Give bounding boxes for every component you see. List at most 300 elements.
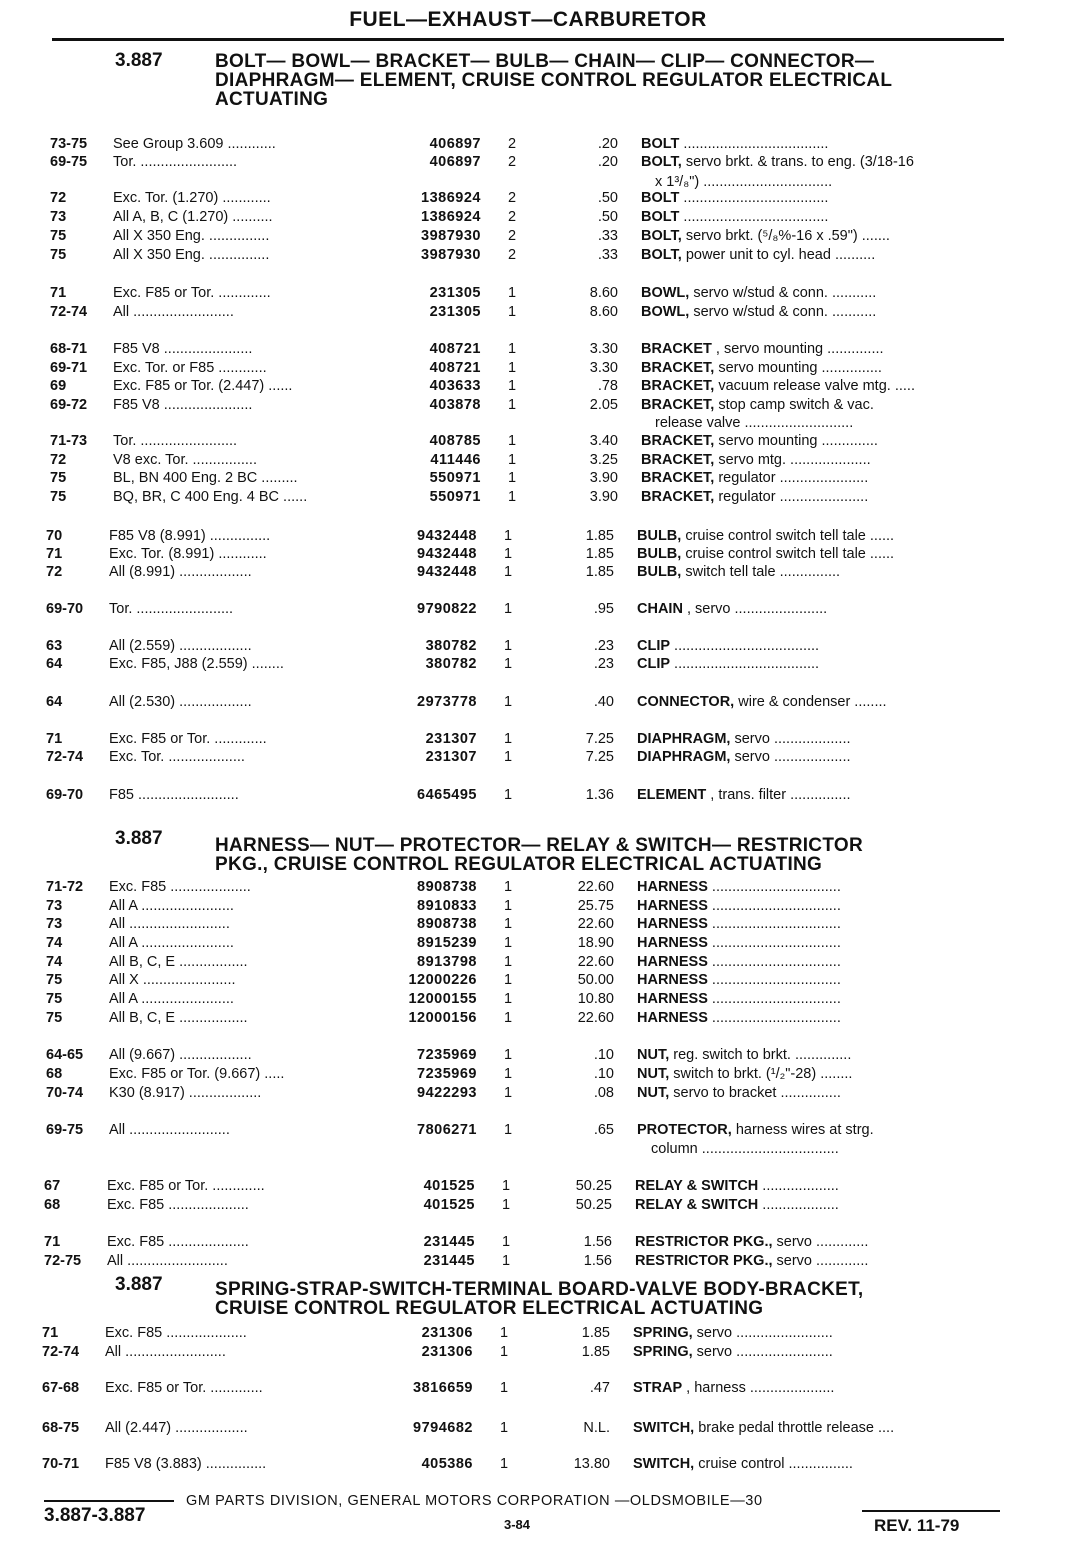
application-cell: All X 350 Eng. ............... xyxy=(113,228,270,244)
table-row xyxy=(0,470,1092,490)
application-cell: BL, BN 400 Eng. 2 BC ......... xyxy=(113,470,298,486)
part-name-cell xyxy=(641,285,1001,301)
table-row xyxy=(0,749,1088,769)
table-row xyxy=(0,433,1092,453)
part-name-cell xyxy=(655,415,1000,431)
part-number-cell: 9790822 xyxy=(417,601,477,617)
year-cell: 71 xyxy=(44,1234,61,1250)
price-cell: 50.25 xyxy=(575,1197,612,1213)
price-cell: 1.85 xyxy=(581,1344,610,1360)
table-row xyxy=(0,341,1092,361)
table-row xyxy=(0,731,1088,751)
part-detail: servo ................... xyxy=(730,749,851,765)
part-name-cell xyxy=(641,154,1001,170)
part-name-cell xyxy=(635,1234,995,1250)
part-name: BULB, xyxy=(637,546,682,562)
part-detail: servo brkt. & trans. to eng. (3/18-16 xyxy=(681,154,914,170)
year-cell: 68 xyxy=(44,1197,61,1213)
quantity-cell: 1 xyxy=(507,378,517,394)
price-cell: 1.56 xyxy=(583,1234,612,1250)
price-cell: 1.85 xyxy=(585,546,614,562)
part-number-cell: 231307 xyxy=(425,731,477,747)
table-row xyxy=(0,879,1088,899)
application-cell: See Group 3.609 ............ xyxy=(113,136,276,152)
part-name-cell xyxy=(641,190,1001,206)
application-cell: V8 exc. Tor. ................ xyxy=(113,452,257,468)
application-cell: All (8.991) .................. xyxy=(109,564,252,580)
year-cell: 71-72 xyxy=(46,879,84,895)
quantity-cell: 1 xyxy=(499,1344,509,1360)
year-cell: 75 xyxy=(46,991,63,1007)
part-number-cell: 231306 xyxy=(421,1344,473,1360)
part-number-cell: 3816659 xyxy=(413,1380,473,1396)
table-row xyxy=(0,528,1088,548)
part-detail: ................................ xyxy=(707,879,841,895)
part-number-cell: 231445 xyxy=(423,1253,475,1269)
year-cell: 73-75 xyxy=(50,136,88,152)
table-row xyxy=(0,1344,1084,1364)
year-cell: 64 xyxy=(46,694,63,710)
part-number-cell: 9432448 xyxy=(417,528,477,544)
quantity-cell: 1 xyxy=(499,1380,509,1396)
price-cell: 8.60 xyxy=(589,304,618,320)
year-cell: 73 xyxy=(50,209,67,225)
part-number-cell: 7806271 xyxy=(417,1122,477,1138)
table-row xyxy=(0,190,1092,210)
table-row xyxy=(0,916,1088,936)
part-name: BOLT, xyxy=(641,247,682,263)
quantity-cell: 1 xyxy=(503,694,513,710)
table-row xyxy=(0,1122,1088,1142)
part-name-cell xyxy=(641,341,1001,357)
part-detail: switch tell tale ............... xyxy=(681,564,841,580)
application-cell: All A ....................... xyxy=(109,898,234,914)
quantity-cell: 1 xyxy=(501,1253,511,1269)
part-number-cell: 405386 xyxy=(421,1456,473,1472)
table-row xyxy=(0,1178,1086,1198)
quantity-cell: 1 xyxy=(501,1178,511,1194)
application-cell: All B, C, E ................. xyxy=(109,954,248,970)
quantity-cell: 1 xyxy=(503,1010,513,1026)
quantity-cell: 1 xyxy=(503,1047,513,1063)
application-cell: F85 V8 (8.991) ............... xyxy=(109,528,271,544)
part-name-cell xyxy=(637,991,997,1007)
table-row xyxy=(0,694,1088,714)
part-name: STRAP xyxy=(633,1380,683,1396)
part-number-cell: 1386924 xyxy=(421,209,481,225)
part-number-cell: 231445 xyxy=(423,1234,475,1250)
table-row xyxy=(0,360,1092,380)
footer-revision: REV. 11-79 xyxy=(874,1516,960,1535)
part-name: HARNESS xyxy=(637,972,708,988)
price-cell: 7.25 xyxy=(585,749,614,765)
part-name: DIAPHRAGM, xyxy=(637,731,731,747)
part-name: RELAY & SWITCH xyxy=(635,1197,759,1213)
part-name: SWITCH, xyxy=(633,1456,695,1472)
table-row xyxy=(0,898,1088,918)
table-row xyxy=(0,1456,1084,1476)
price-cell: 50.25 xyxy=(575,1178,612,1194)
application-cell: F85 ......................... xyxy=(109,787,239,803)
part-name: CHAIN xyxy=(637,601,683,617)
year-cell: 74 xyxy=(46,935,63,951)
part-name: NUT, xyxy=(637,1085,670,1101)
part-name-cell xyxy=(651,1141,996,1157)
section-title-line: CRUISE CONTROL REGULATOR ELECTRICAL ACTUATING xyxy=(215,1298,764,1319)
table-row xyxy=(0,228,1092,248)
table-row xyxy=(0,638,1088,658)
table-row xyxy=(0,1085,1088,1105)
part-name-cell xyxy=(637,564,997,580)
part-detail: ................................ xyxy=(707,972,841,988)
table-row xyxy=(0,247,1092,267)
application-cell: All ......................... xyxy=(113,304,234,320)
quantity-cell: 2 xyxy=(507,228,517,244)
part-name-cell xyxy=(641,360,1001,376)
year-cell: 67-68 xyxy=(42,1380,80,1396)
part-name-cell xyxy=(637,879,997,895)
part-number-cell: 231306 xyxy=(421,1325,473,1341)
year-cell: 72 xyxy=(50,190,67,206)
quantity-cell: 1 xyxy=(501,1197,511,1213)
part-name-cell xyxy=(641,247,1001,263)
part-name-cell xyxy=(637,656,997,672)
part-number-cell: 8913798 xyxy=(417,954,477,970)
quantity-cell: 1 xyxy=(503,991,513,1007)
quantity-cell: 1 xyxy=(503,898,513,914)
price-cell: 3.30 xyxy=(589,341,618,357)
part-name-cell xyxy=(641,397,1001,413)
part-detail: servo mounting .............. xyxy=(714,433,878,449)
application-cell: All (2.447) .................. xyxy=(105,1420,248,1436)
application-cell: Tor. ........................ xyxy=(113,154,238,170)
quantity-cell: 1 xyxy=(503,879,513,895)
section-number: 3.887 xyxy=(115,50,163,71)
table-row xyxy=(0,285,1092,305)
part-name: BOWL, xyxy=(641,304,690,320)
year-cell: 69 xyxy=(50,378,67,394)
part-number-cell: 406897 xyxy=(429,136,481,152)
application-cell: Exc. F85 .................... xyxy=(107,1234,249,1250)
part-number-cell: 12000156 xyxy=(408,1010,477,1026)
price-cell: .33 xyxy=(597,228,618,244)
part-name-cell xyxy=(633,1344,993,1360)
section-title-line: DIAPHRAGM— ELEMENT, CRUISE CONTROL REGULATOR ELECTRICAL xyxy=(215,70,893,91)
price-cell: 13.80 xyxy=(573,1456,610,1472)
table-row xyxy=(0,1234,1086,1254)
part-detail: servo w/stud & conn. ........... xyxy=(689,304,877,320)
part-detail: power unit to cyl. head .......... xyxy=(681,247,876,263)
part-number-cell: 7235969 xyxy=(417,1047,477,1063)
quantity-cell: 1 xyxy=(507,470,517,486)
application-cell: All X ....................... xyxy=(109,972,236,988)
footer-publisher: GM PARTS DIVISION, GENERAL MOTORS CORPORATION —OLDSMOBILE—30 xyxy=(186,1493,763,1509)
price-cell: .23 xyxy=(593,638,614,654)
table-row xyxy=(0,656,1088,676)
part-number-cell: 550971 xyxy=(429,489,481,505)
table-row xyxy=(0,304,1092,324)
part-detail: servo ............. xyxy=(772,1234,869,1250)
application-cell: Tor. ........................ xyxy=(113,433,238,449)
quantity-cell: 1 xyxy=(503,546,513,562)
part-name-cell xyxy=(637,787,997,803)
table-row xyxy=(0,378,1092,398)
price-cell: 10.80 xyxy=(577,991,614,1007)
application-cell: Exc. F85 or Tor. ............. xyxy=(105,1380,263,1396)
part-name-cell xyxy=(641,489,1001,505)
part-name: HARNESS xyxy=(637,916,708,932)
part-detail: , servo ....................... xyxy=(682,601,828,617)
quantity-cell: 1 xyxy=(503,954,513,970)
application-cell: Exc. F85 or Tor. ............. xyxy=(107,1178,265,1194)
part-detail: .................................... xyxy=(679,136,829,152)
table-row xyxy=(0,1141,1088,1161)
year-cell: 75 xyxy=(50,489,67,505)
quantity-cell: 1 xyxy=(503,749,513,765)
part-detail: harness wires at strg. xyxy=(731,1122,874,1138)
part-name: PROTECTOR, xyxy=(637,1122,732,1138)
part-number-cell: 408785 xyxy=(429,433,481,449)
part-detail: ................... xyxy=(758,1197,839,1213)
application-cell: Exc. Tor. or F85 ............ xyxy=(113,360,267,376)
part-name-cell xyxy=(637,731,997,747)
part-detail: , servo mounting .............. xyxy=(711,341,884,357)
part-name: BRACKET, xyxy=(641,378,715,394)
part-name: NUT, xyxy=(637,1066,670,1082)
price-cell: .33 xyxy=(597,247,618,263)
quantity-cell: 1 xyxy=(503,1085,513,1101)
part-name-cell xyxy=(641,209,1001,225)
price-cell: 22.60 xyxy=(577,954,614,970)
part-name-cell xyxy=(637,1010,997,1026)
part-detail: .................................... xyxy=(670,656,820,672)
part-name: DIAPHRAGM, xyxy=(637,749,731,765)
quantity-cell: 1 xyxy=(503,564,513,580)
part-name: BRACKET, xyxy=(641,470,715,486)
application-cell: Exc. Tor. ................... xyxy=(109,749,245,765)
part-detail: , trans. filter ............... xyxy=(706,787,851,803)
part-name: SPRING, xyxy=(633,1344,693,1360)
application-cell: Exc. Tor. (8.991) ............ xyxy=(109,546,267,562)
part-name-cell xyxy=(641,378,1001,394)
year-cell: 64-65 xyxy=(46,1047,84,1063)
price-cell: 22.60 xyxy=(577,916,614,932)
year-cell: 75 xyxy=(46,1010,63,1026)
part-detail: .................................... xyxy=(679,209,829,225)
part-name-cell xyxy=(641,228,1001,244)
year-cell: 63 xyxy=(46,638,63,654)
part-number-cell: 8908738 xyxy=(417,879,477,895)
page-header: FUEL—EXHAUST—CARBURETOR xyxy=(349,8,707,31)
part-number-cell: 403878 xyxy=(429,397,481,413)
quantity-cell: 2 xyxy=(507,154,517,170)
application-cell: All A ....................... xyxy=(109,935,234,951)
part-detail: ................................ xyxy=(707,898,841,914)
part-name-cell xyxy=(641,452,1001,468)
section-title-line: HARNESS— NUT— PROTECTOR— RELAY & SWITCH— RESTRICTOR xyxy=(215,835,863,856)
part-detail: x 1³/₈") ................................ xyxy=(655,174,833,190)
quantity-cell: 1 xyxy=(499,1325,509,1341)
table-row xyxy=(0,1047,1088,1067)
part-number-cell: 8908738 xyxy=(417,916,477,932)
table-row xyxy=(0,489,1092,509)
part-number-cell: 7235969 xyxy=(417,1066,477,1082)
part-detail: ................... xyxy=(758,1178,839,1194)
year-cell: 72-74 xyxy=(46,749,84,765)
price-cell: 8.60 xyxy=(589,285,618,301)
header-rule xyxy=(52,38,1004,41)
year-cell: 69-72 xyxy=(50,397,88,413)
part-name: BOLT xyxy=(641,209,680,225)
table-row xyxy=(0,136,1092,156)
part-detail: regulator ...................... xyxy=(714,489,869,505)
table-row xyxy=(0,991,1088,1011)
quantity-cell: 2 xyxy=(507,247,517,263)
part-number-cell: 550971 xyxy=(429,470,481,486)
part-number-cell: 401525 xyxy=(423,1178,475,1194)
part-name-cell xyxy=(635,1178,995,1194)
price-cell: 22.60 xyxy=(577,879,614,895)
part-detail: ................................ xyxy=(707,991,841,1007)
price-cell: .20 xyxy=(597,154,618,170)
part-name-cell xyxy=(637,638,997,654)
part-number-cell: 408721 xyxy=(429,360,481,376)
part-detail: cruise control ................ xyxy=(694,1456,853,1472)
year-cell: 69-70 xyxy=(46,787,84,803)
part-name: CONNECTOR, xyxy=(637,694,735,710)
year-cell: 73 xyxy=(46,898,63,914)
part-name-cell xyxy=(641,136,1001,152)
table-row xyxy=(0,787,1088,807)
quantity-cell: 1 xyxy=(499,1456,509,1472)
part-name: HARNESS xyxy=(637,898,708,914)
part-name: BRACKET, xyxy=(641,452,715,468)
price-cell: 1.85 xyxy=(585,564,614,580)
price-cell: N.L. xyxy=(583,1420,610,1436)
part-name: BOLT xyxy=(641,190,680,206)
application-cell: Exc. F85 or Tor. (9.667) ..... xyxy=(109,1066,285,1082)
part-name-cell xyxy=(637,1047,997,1063)
part-detail: servo brkt. (⁵/₈%-16 x .59") ....... xyxy=(681,228,890,244)
part-name: BOLT, xyxy=(641,154,682,170)
part-name-cell xyxy=(641,304,1001,320)
footer-rule xyxy=(44,1500,174,1502)
quantity-cell: 1 xyxy=(507,397,517,413)
quantity-cell: 2 xyxy=(507,209,517,225)
part-number-cell: 3987930 xyxy=(421,247,481,263)
year-cell: 72 xyxy=(46,564,63,580)
part-detail: vacuum release valve mtg. ..... xyxy=(714,378,915,394)
part-detail: servo ............. xyxy=(772,1253,869,1269)
part-number-cell: 3987930 xyxy=(421,228,481,244)
part-name: HARNESS xyxy=(637,935,708,951)
price-cell: .47 xyxy=(589,1380,610,1396)
part-detail: servo mounting ............... xyxy=(714,360,882,376)
part-name-cell xyxy=(635,1197,995,1213)
application-cell: Exc. F85, J88 (2.559) ........ xyxy=(109,656,284,672)
quantity-cell: 1 xyxy=(503,1122,513,1138)
footer-section-code: 3.887-3.887 xyxy=(44,1505,146,1526)
part-name: HARNESS xyxy=(637,991,708,1007)
part-name: BOLT xyxy=(641,136,680,152)
price-cell: 2.05 xyxy=(589,397,618,413)
part-name-cell xyxy=(641,433,1001,449)
price-cell: 3.40 xyxy=(589,433,618,449)
part-detail: ................................ xyxy=(707,916,841,932)
price-cell: 3.90 xyxy=(589,470,618,486)
quantity-cell: 1 xyxy=(507,360,517,376)
application-cell: F85 V8 ...................... xyxy=(113,397,253,413)
application-cell: All ......................... xyxy=(105,1344,226,1360)
part-number-cell: 8910833 xyxy=(417,898,477,914)
part-name-cell xyxy=(637,1085,997,1101)
part-number-cell: 403633 xyxy=(429,378,481,394)
price-cell: 1.85 xyxy=(585,528,614,544)
price-cell: 50.00 xyxy=(577,972,614,988)
part-name: BRACKET, xyxy=(641,397,715,413)
table-row xyxy=(0,1010,1088,1030)
part-number-cell: 9422293 xyxy=(417,1085,477,1101)
quantity-cell: 1 xyxy=(503,935,513,951)
year-cell: 73 xyxy=(46,916,63,932)
part-name-cell xyxy=(637,546,997,562)
part-detail: stop camp switch & vac. xyxy=(714,397,874,413)
application-cell: All X 350 Eng. ............... xyxy=(113,247,270,263)
part-name: BULB, xyxy=(637,528,682,544)
year-cell: 75 xyxy=(46,972,63,988)
section-number: 3.887 xyxy=(115,828,163,849)
year-cell: 75 xyxy=(50,247,67,263)
part-name: RELAY & SWITCH xyxy=(635,1178,759,1194)
table-row xyxy=(0,1325,1084,1345)
part-detail: reg. switch to brkt. .............. xyxy=(669,1047,852,1063)
part-detail: release valve ........................... xyxy=(655,415,854,431)
part-name: BOLT, xyxy=(641,228,682,244)
section-title-line: PKG., CRUISE CONTROL REGULATOR ELECTRICAL ACTUATING xyxy=(215,854,823,875)
table-row xyxy=(0,564,1088,584)
quantity-cell: 1 xyxy=(503,972,513,988)
part-name: RESTRICTOR PKG., xyxy=(635,1234,773,1250)
section-title xyxy=(215,1280,1005,1318)
application-cell: Exc. Tor. (1.270) ............ xyxy=(113,190,271,206)
table-row xyxy=(0,954,1088,974)
price-cell: .10 xyxy=(593,1066,614,1082)
application-cell: Exc. F85 or Tor. (2.447) ...... xyxy=(113,378,293,394)
part-number-cell: 9432448 xyxy=(417,564,477,580)
part-name: HARNESS xyxy=(637,879,708,895)
year-cell: 72-74 xyxy=(42,1344,80,1360)
quantity-cell: 1 xyxy=(507,452,517,468)
quantity-cell: 1 xyxy=(503,601,513,617)
quantity-cell: 1 xyxy=(499,1420,509,1436)
part-name-cell xyxy=(633,1420,993,1436)
quantity-cell: 2 xyxy=(507,136,517,152)
part-name: BRACKET xyxy=(641,341,712,357)
price-cell: .10 xyxy=(593,1047,614,1063)
part-detail: servo to bracket ............... xyxy=(669,1085,841,1101)
application-cell: BQ, BR, C 400 Eng. 4 BC ...... xyxy=(113,489,308,505)
table-row xyxy=(0,935,1088,955)
part-detail: servo w/stud & conn. ........... xyxy=(689,285,877,301)
part-name-cell xyxy=(641,470,1001,486)
price-cell: .78 xyxy=(597,378,618,394)
part-number-cell: 1386924 xyxy=(421,190,481,206)
application-cell: All B, C, E ................. xyxy=(109,1010,248,1026)
part-number-cell: 2973778 xyxy=(417,694,477,710)
part-detail: ................................ xyxy=(707,954,841,970)
part-name-cell xyxy=(637,749,997,765)
price-cell: 25.75 xyxy=(577,898,614,914)
